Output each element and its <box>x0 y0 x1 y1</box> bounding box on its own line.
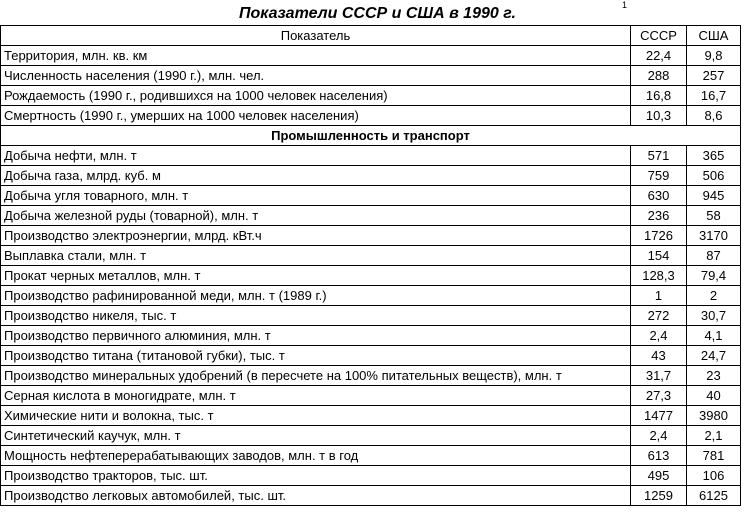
row-ussr-value: 236 <box>631 206 687 226</box>
row-ussr-value: 31,7 <box>631 366 687 386</box>
table-row <box>1 286 741 306</box>
row-ussr-value: 1477 <box>631 406 687 426</box>
row-label: Производство минеральных удобрений (в пересчете на 100% питательных веществ), млн. т <box>1 366 631 386</box>
corner-mark: 1 <box>622 0 628 10</box>
row-ussr-value: 759 <box>631 166 687 186</box>
row-label: Производство электроэнергии, млрд. кВт.ч <box>1 226 631 246</box>
row-label: Добыча нефти, млн. т <box>1 146 631 166</box>
table-row <box>1 466 741 486</box>
row-label: Добыча железной руды (товарной), млн. т <box>1 206 631 226</box>
row-usa-value: 3170 <box>687 226 741 246</box>
row-label: Территория, млн. кв. км <box>1 46 631 66</box>
row-ussr-value: 1259 <box>631 486 687 506</box>
table-row <box>1 426 741 446</box>
table-row <box>1 366 741 386</box>
row-usa-value: 2,1 <box>687 426 741 446</box>
row-label: Серная кислота в моногидрате, млн. т <box>1 386 631 406</box>
row-ussr-value: 2,4 <box>631 426 687 446</box>
table-row <box>1 386 741 406</box>
row-usa-value: 506 <box>687 166 741 186</box>
row-usa-value: 106 <box>687 466 741 486</box>
row-ussr-value: 1 <box>631 286 687 306</box>
row-usa-value: 3980 <box>687 406 741 426</box>
row-label: Мощность нефтеперерабатывающих заводов, млн. т в год <box>1 446 631 466</box>
row-ussr-value: 27,3 <box>631 386 687 406</box>
row-label: Выплавка стали, млн. т <box>1 246 631 266</box>
row-label: Производство первичного алюминия, млн. т <box>1 326 631 346</box>
row-label: Смертность (1990 г., умерших на 1000 человек населения) <box>1 106 631 126</box>
table-row <box>1 486 741 506</box>
row-ussr-value: 43 <box>631 346 687 366</box>
row-label: Производство легковых автомобилей, тыс. шт. <box>1 486 631 506</box>
row-ussr-value: 613 <box>631 446 687 466</box>
row-label: Производство титана (титановой губки), тыс. т <box>1 346 631 366</box>
table-row <box>1 266 741 286</box>
row-ussr-value: 154 <box>631 246 687 266</box>
row-label: Добыча газа, млрд. куб. м <box>1 166 631 186</box>
row-ussr-value: 16,8 <box>631 86 687 106</box>
row-usa-value: 87 <box>687 246 741 266</box>
row-usa-value: 58 <box>687 206 741 226</box>
row-ussr-value: 1726 <box>631 226 687 246</box>
row-label: Прокат черных металлов, млн. т <box>1 266 631 286</box>
row-usa-value: 257 <box>687 66 741 86</box>
table-header-row <box>1 26 741 46</box>
row-usa-value: 781 <box>687 446 741 466</box>
row-usa-value: 79,4 <box>687 266 741 286</box>
header-usa: США <box>687 26 741 46</box>
table-row <box>1 66 741 86</box>
row-ussr-value: 272 <box>631 306 687 326</box>
row-label: Производство никеля, тыс. т <box>1 306 631 326</box>
row-usa-value: 40 <box>687 386 741 406</box>
table-row <box>1 166 741 186</box>
table-row <box>1 106 741 126</box>
section-title: Промышленность и транспорт <box>1 126 741 146</box>
row-usa-value: 24,7 <box>687 346 741 366</box>
row-ussr-value: 128,3 <box>631 266 687 286</box>
row-ussr-value: 495 <box>631 466 687 486</box>
document-title: Показатели СССР и США в 1990 г. <box>239 5 516 22</box>
row-label: Синтетический каучук, млн. т <box>1 426 631 446</box>
row-usa-value: 9,8 <box>687 46 741 66</box>
table-row <box>1 346 741 366</box>
row-label: Химические нити и волокна, тыс. т <box>1 406 631 426</box>
row-usa-value: 6125 <box>687 486 741 506</box>
table-row <box>1 406 741 426</box>
row-usa-value: 365 <box>687 146 741 166</box>
row-label: Добыча угля товарного, млн. т <box>1 186 631 206</box>
row-ussr-value: 630 <box>631 186 687 206</box>
table-row <box>1 46 741 66</box>
row-usa-value: 945 <box>687 186 741 206</box>
header-ussr: СССР <box>631 26 687 46</box>
row-usa-value: 4,1 <box>687 326 741 346</box>
row-label: Численность населения (1990 г.), млн. чел. <box>1 66 631 86</box>
table-row <box>1 86 741 106</box>
row-ussr-value: 10,3 <box>631 106 687 126</box>
row-usa-value: 8,6 <box>687 106 741 126</box>
table-row <box>1 226 741 246</box>
row-usa-value: 30,7 <box>687 306 741 326</box>
table-row <box>1 146 741 166</box>
table-row <box>1 326 741 346</box>
row-ussr-value: 2,4 <box>631 326 687 346</box>
table-row <box>1 206 741 226</box>
table-row <box>1 246 741 266</box>
row-usa-value: 2 <box>687 286 741 306</box>
section-row <box>1 126 741 146</box>
row-ussr-value: 22,4 <box>631 46 687 66</box>
row-ussr-value: 571 <box>631 146 687 166</box>
row-label: Производство тракторов, тыс. шт. <box>1 466 631 486</box>
row-label: Производство рафинированной меди, млн. т (1989 г.) <box>1 286 631 306</box>
table-row <box>1 446 741 466</box>
row-usa-value: 23 <box>687 366 741 386</box>
header-indicator: Показатель <box>1 26 631 46</box>
row-label: Рождаемость (1990 г., родившихся на 1000 человек населения) <box>1 86 631 106</box>
comparison-table <box>0 25 741 506</box>
row-ussr-value: 288 <box>631 66 687 86</box>
table-row <box>1 186 741 206</box>
table-row <box>1 306 741 326</box>
row-usa-value: 16,7 <box>687 86 741 106</box>
